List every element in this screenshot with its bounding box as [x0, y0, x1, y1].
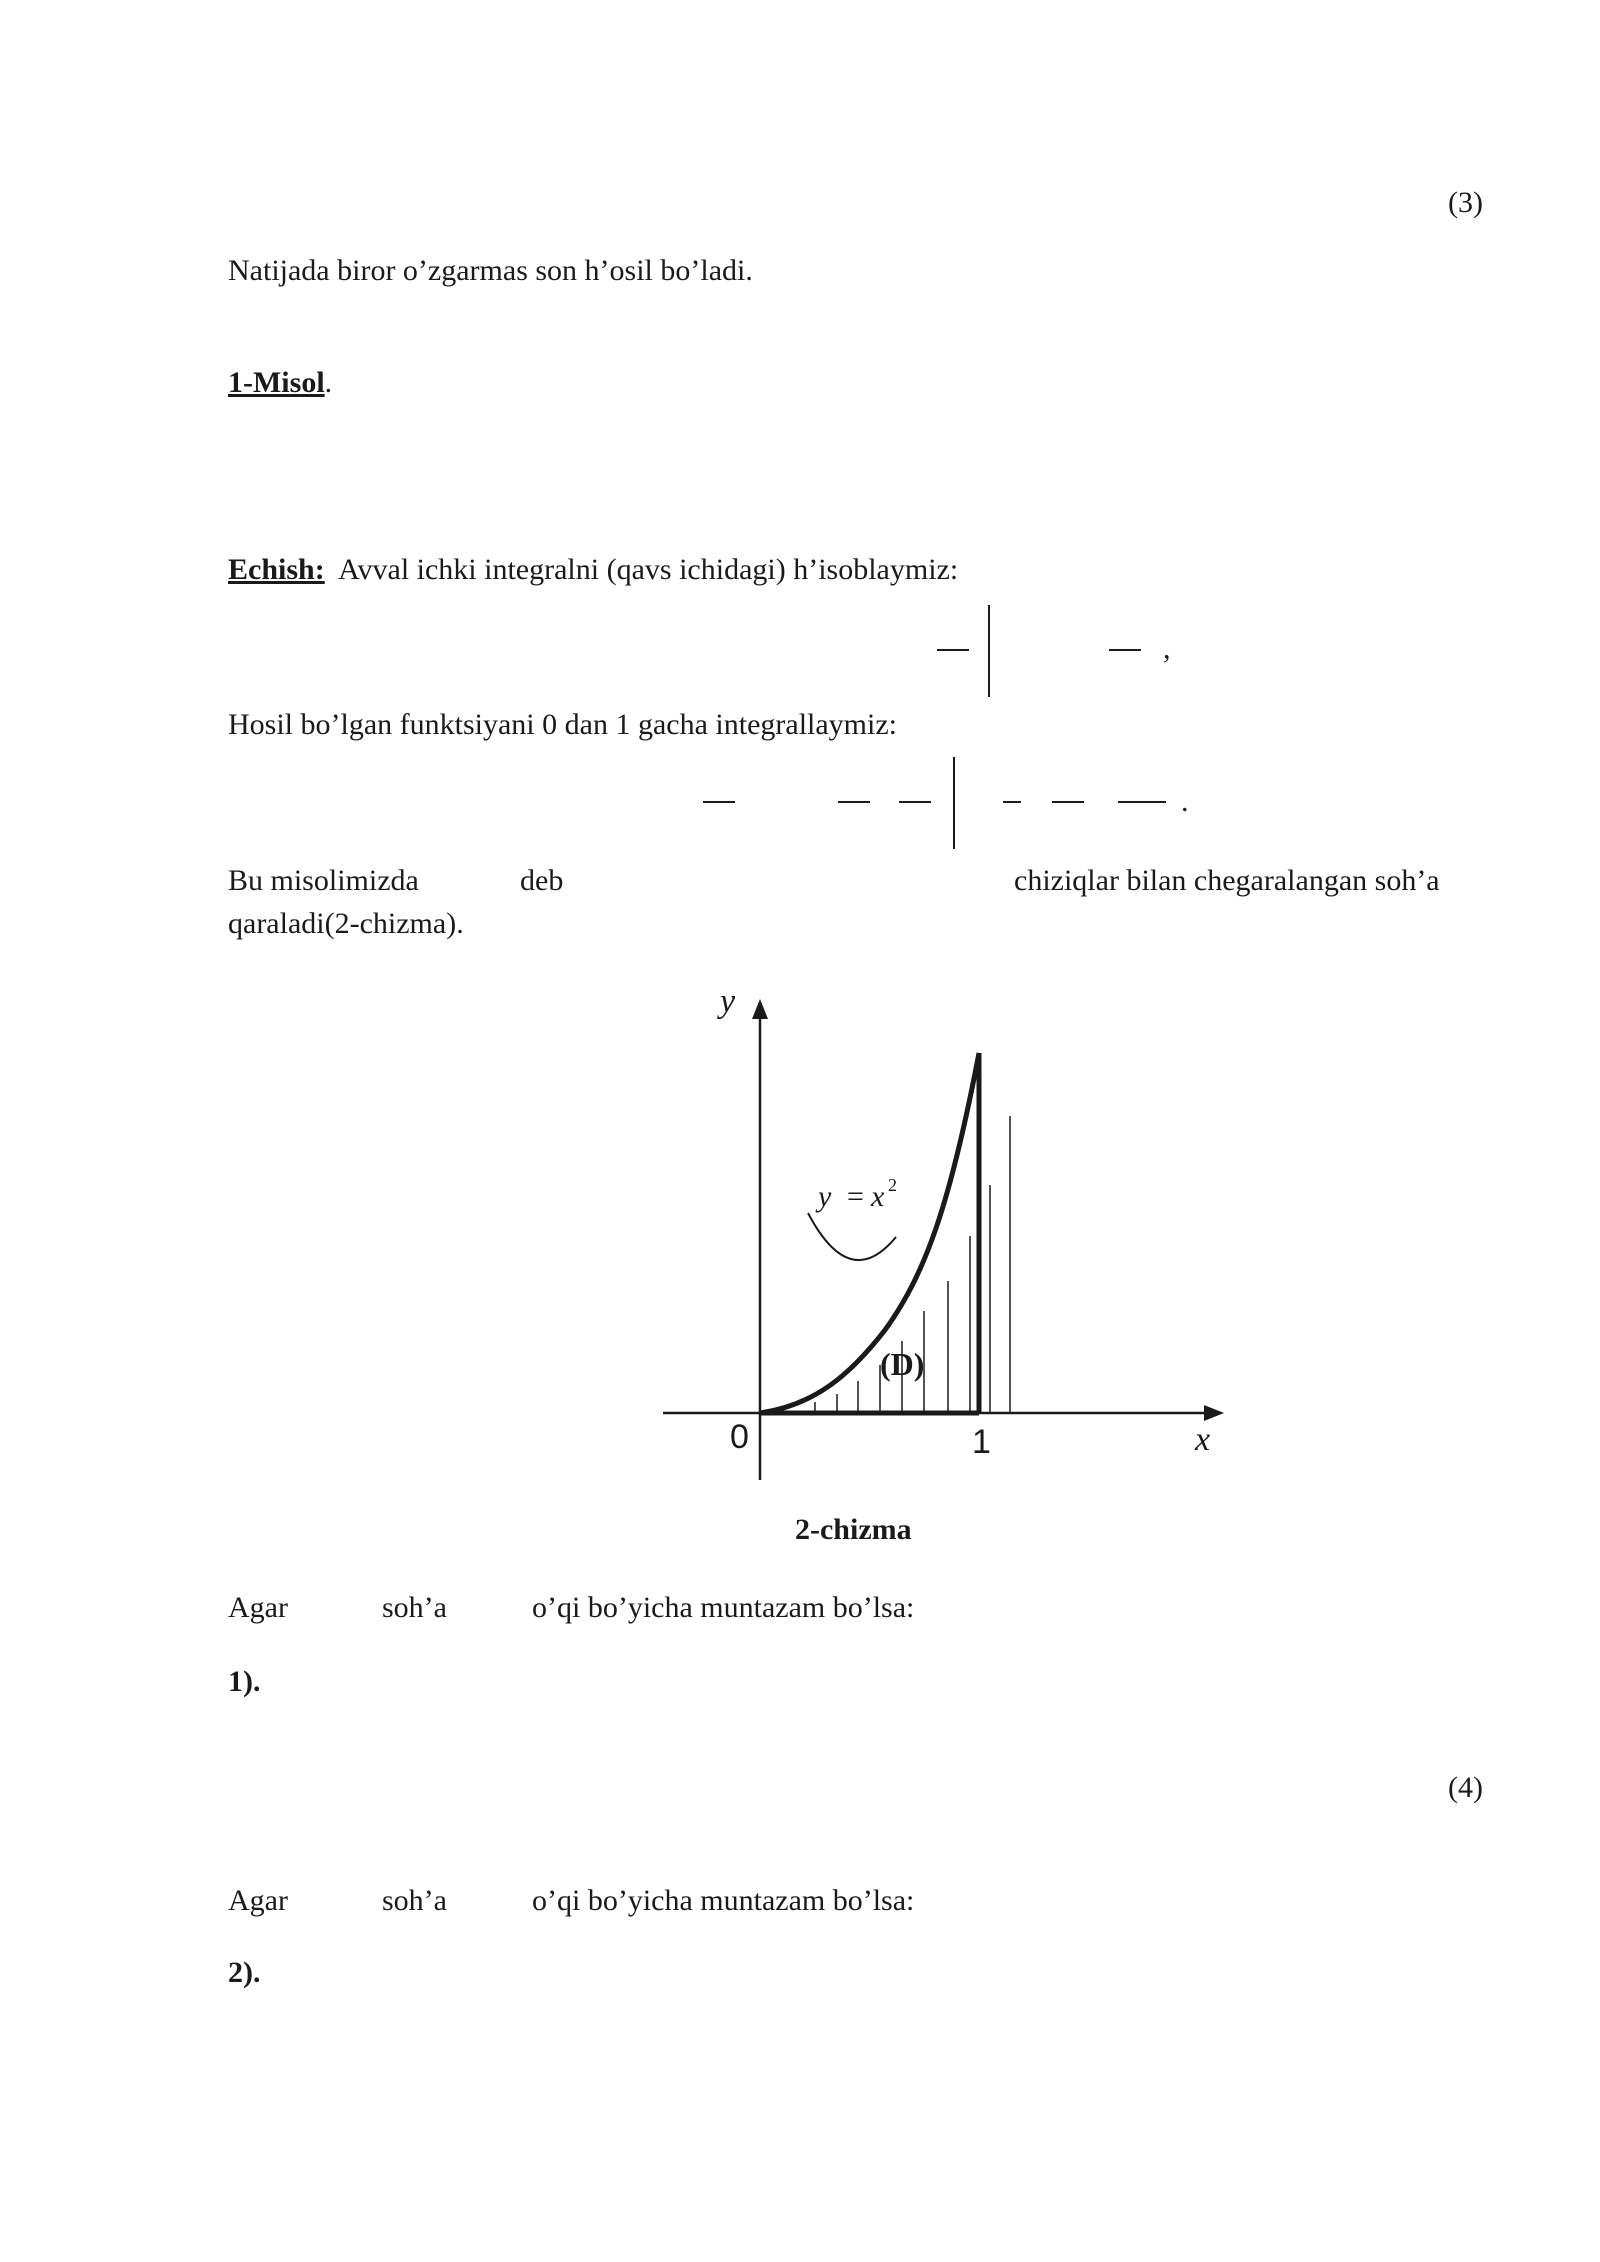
formula1-fraction-bar-2 [1109, 649, 1141, 651]
example-period: . [324, 366, 333, 399]
y-axis-label: y [720, 983, 736, 1020]
paragraph-natijada: Natijada biror o’zgarmas son h’osil bo’ladi. [228, 254, 753, 287]
x-axis-label: x [1195, 1421, 1211, 1458]
formula2-fraction-bar-1 [703, 801, 735, 803]
example-heading [228, 365, 332, 401]
formula2-fraction-bar-3 [899, 801, 931, 803]
curve-label-pointer [808, 1213, 896, 1260]
formula1-comma: , [1163, 632, 1171, 665]
formula1-evaluation-bar [988, 605, 990, 697]
curve-label-y: y [818, 1180, 832, 1213]
formula2-fraction-bar-6 [1118, 801, 1166, 803]
condition1-number: 1). [228, 1665, 261, 1698]
parabola-curve [760, 1053, 979, 1413]
formula2-fraction-bar-2 [838, 801, 870, 803]
region-figure [650, 975, 1250, 1495]
paragraph-bu-part2: deb [520, 864, 564, 897]
equation-number-4: (4) [1448, 1771, 1483, 1804]
formula1-fraction-bar-1 [937, 649, 969, 651]
y-axis-arrow [752, 999, 768, 1019]
condition2-agar: Agar [228, 1884, 288, 1917]
solution-text: Avval ichki integralni (qavs ichidagi) h’isoblaymiz: [338, 553, 959, 586]
paragraph-hosil: Hosil bo’lgan funktsiyani 0 dan 1 gacha integrallaymiz: [228, 708, 897, 741]
condition1-soha: soh’a [382, 1591, 447, 1624]
paragraph-qaraladi: qaraladi(2-chizma). [228, 907, 464, 940]
solution-label: Echish: [228, 553, 325, 586]
x-tick-label-1: 1 [972, 1423, 991, 1461]
paragraph-bu-part1: Bu misolimizda [228, 864, 419, 897]
formula2-period: . [1181, 785, 1189, 818]
formula2-fraction-bar-5 [1052, 801, 1084, 803]
formula2-fraction-bar-4 [1003, 801, 1021, 803]
equation-number-3: (3) [1448, 186, 1483, 219]
x-axis-arrow [1204, 1405, 1224, 1421]
condition1-text: o’qi bo’yicha muntazam bo’lsa: [532, 1591, 915, 1624]
solution-line [228, 552, 958, 588]
example-label: 1-Misol [228, 366, 325, 399]
curve-label-exponent: 2 [888, 1175, 897, 1195]
curve-label-x: x [871, 1180, 885, 1213]
paragraph-bu-part3: chiziqlar bilan chegaralangan soh’a [1014, 864, 1440, 897]
origin-label: 0 [730, 1418, 749, 1456]
formula2-evaluation-bar [953, 757, 955, 849]
condition1-agar: Agar [228, 1591, 288, 1624]
condition2-number: 2). [228, 1956, 261, 1989]
condition2-text: o’qi bo’yicha muntazam bo’lsa: [532, 1884, 915, 1917]
region-label: (D) [880, 1346, 925, 1382]
curve-label-equals: = [847, 1180, 864, 1213]
condition2-soha: soh’a [382, 1884, 447, 1917]
figure-caption: 2-chizma [795, 1513, 912, 1546]
